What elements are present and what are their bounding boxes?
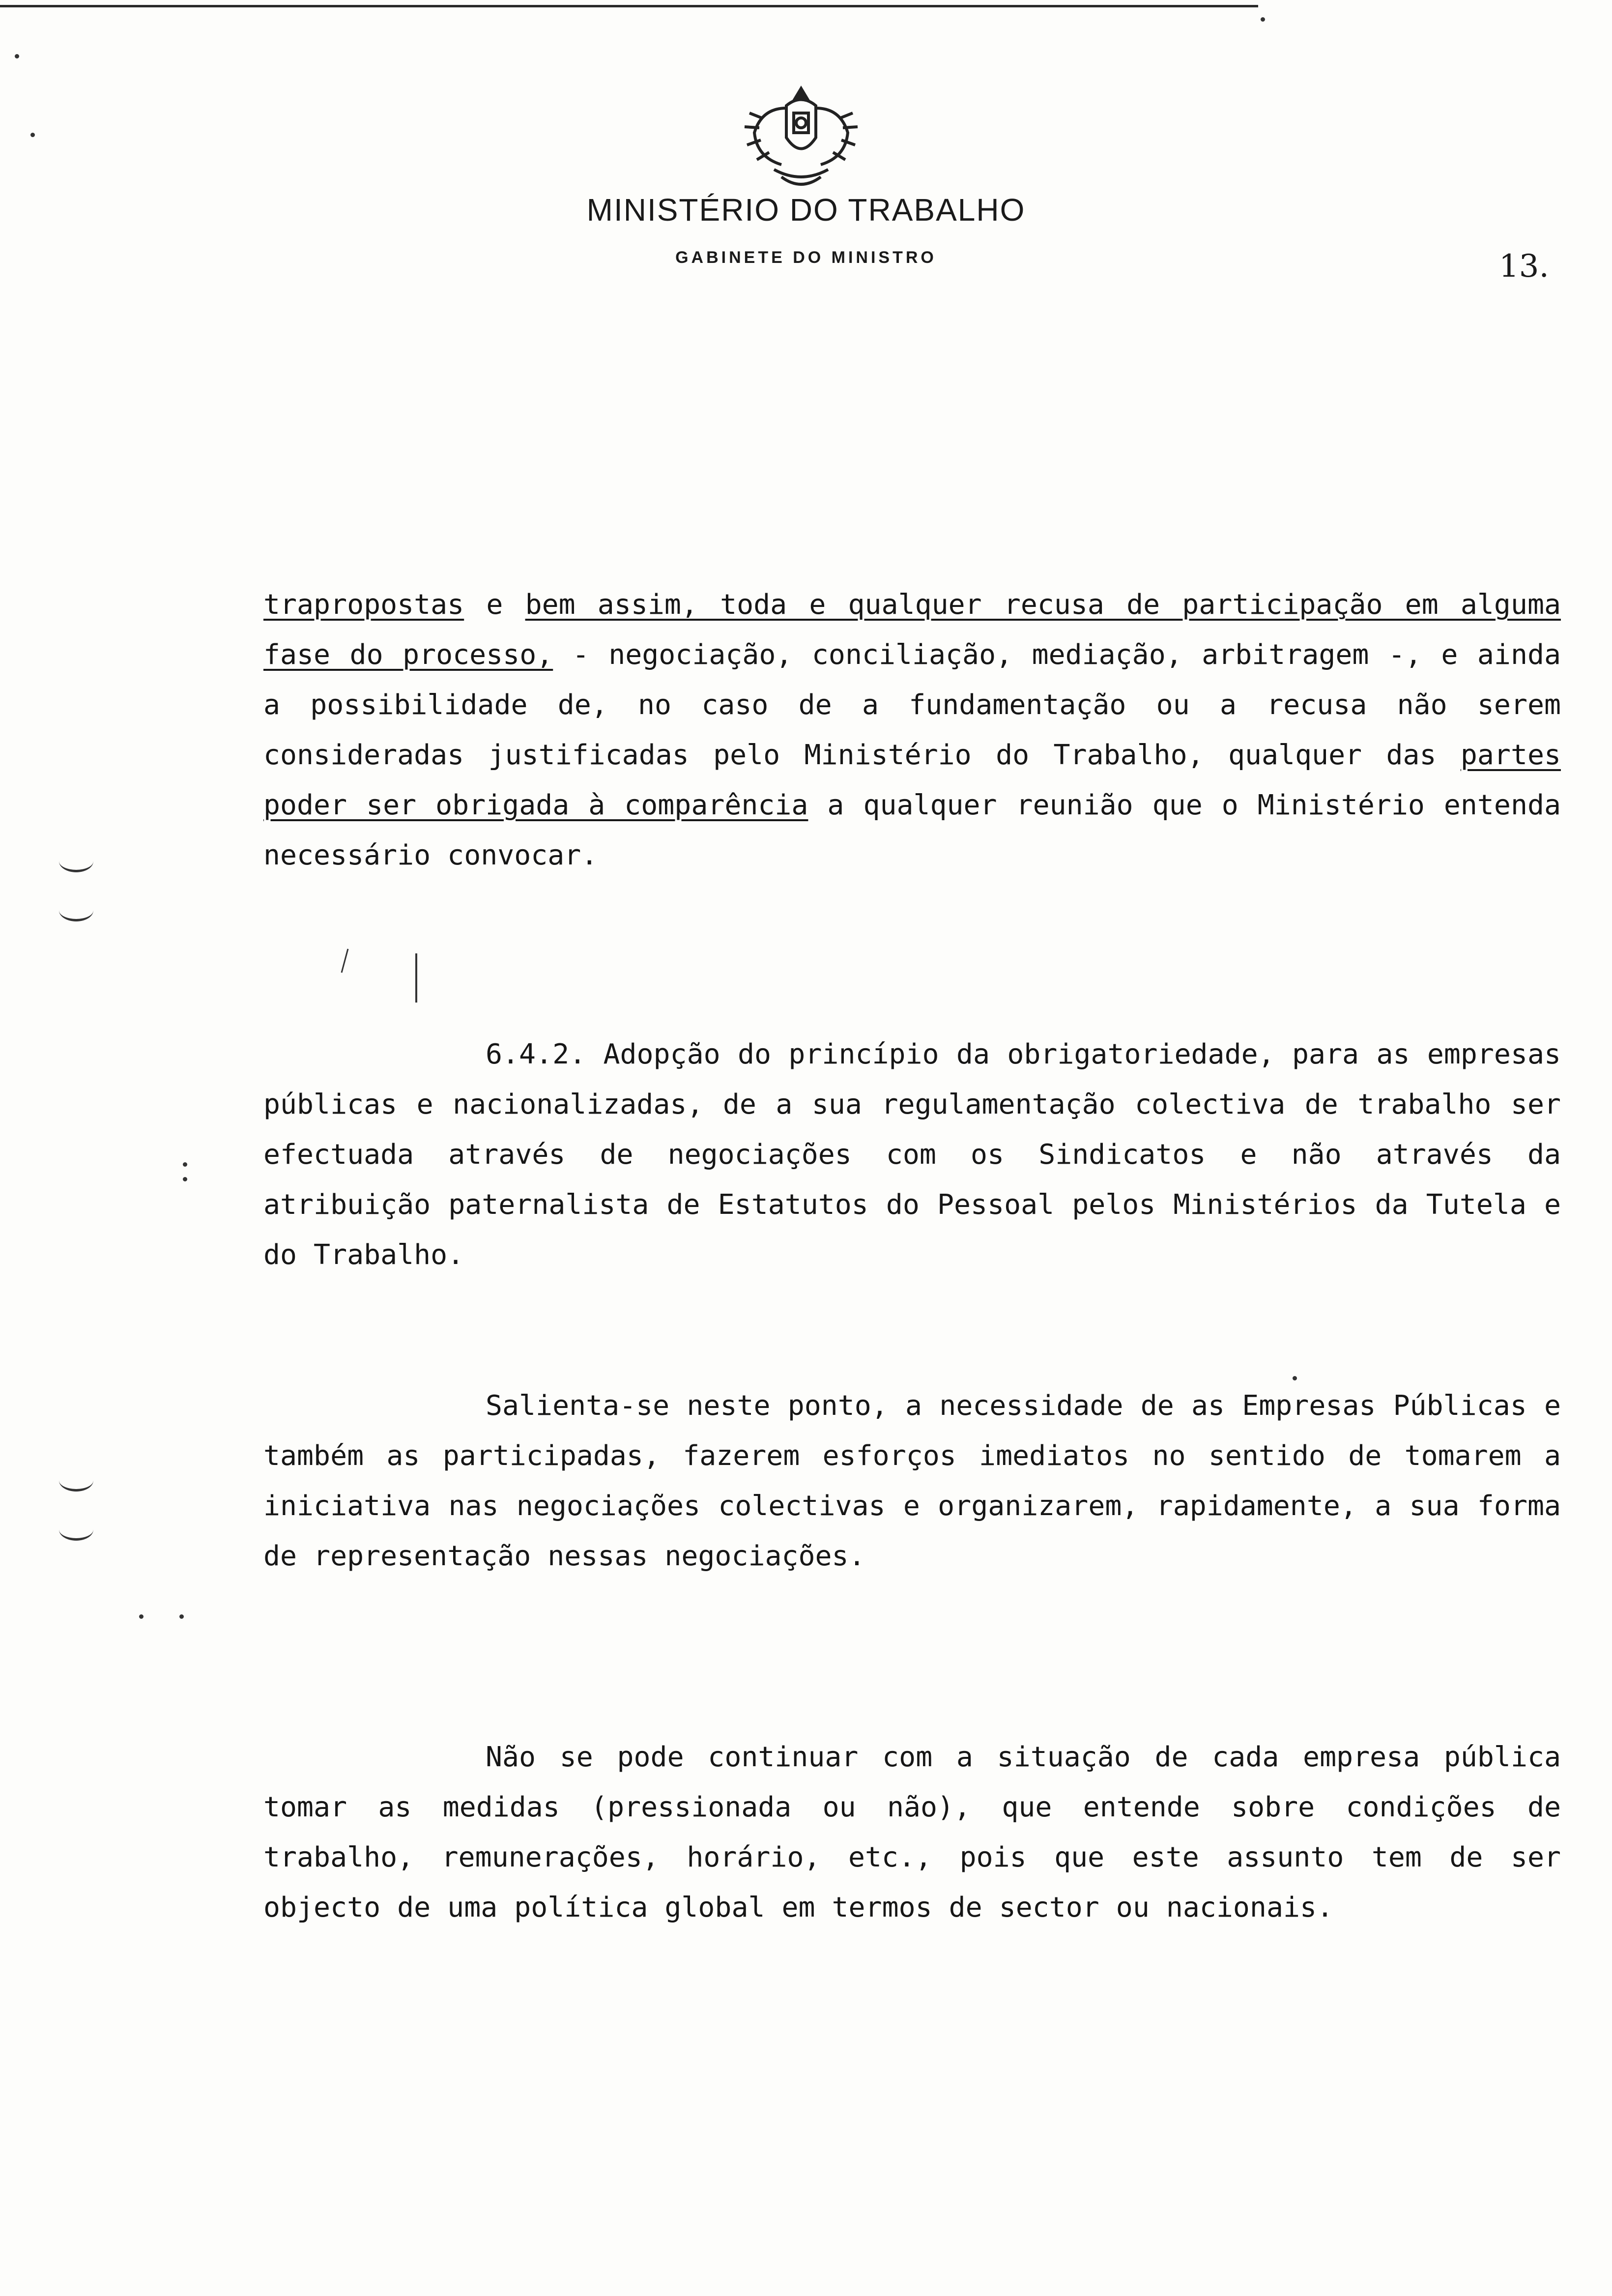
page-number: 13. [1499, 248, 1549, 285]
text-run: a qualquer reunião que o Ministério entenda necessário convocar. [263, 789, 1561, 871]
text-run: e [464, 589, 525, 621]
text-run: - negociação, conciliação, mediação, arbitragem -, e ainda a possibilidade de, no caso de a fundamentação ou a recusa não serem consideradas justificadas pelo Ministério do Trabalho, qualquer das [263, 639, 1561, 771]
cabinet-subtitle: GABINETE DO MINISTRO [675, 248, 937, 267]
paragraph-4-text: Não se pode continuar com a situação de cada empresa pública tomar as medidas (pressionada ou não), que entende sobre condições de trabalho, remunerações, horário, etc., pois que este assunto tem de ser objecto de uma política global em termos de sector ou nacionais. [263, 1741, 1561, 1923]
speck [1261, 17, 1265, 22]
underlined-text: partes poder ser obrigada à comparência [263, 739, 1561, 821]
top-border-line [0, 5, 1258, 7]
paragraph-4 [263, 1732, 1561, 1933]
punch-hole-mark [59, 899, 93, 921]
coat-of-arms-emblem [727, 79, 875, 197]
speck [1293, 1376, 1297, 1380]
paragraph-2-text: 6.4.2. Adopção do princípio da obrigatoriedade, para as empresas públicas e nacionalizadas, de a sua regulamentação colectiva de trabalho ser efectuada através de negociações com os Sindicatos e não através da atribuição paternalista de Estatutos do Pessoal pelos Ministérios da Tutela e do Trabalho. [263, 1038, 1561, 1271]
paragraph-1 [263, 580, 1561, 881]
speck [183, 1177, 187, 1181]
underlined-text: trapropostas [263, 589, 464, 621]
margin-stroke [341, 948, 349, 973]
ministry-title: MINISTÉRIO DO TRABALHO [586, 192, 1026, 228]
paragraph-3-text: Salienta-se neste ponto, a necessidade de as Empresas Públicas e também as participadas, fazerem esforços imediatos no sentido de tomarem a iniciativa nas negociações colectivas e organizarem, rapidamente, a sua forma de representação nessas negociações. [263, 1390, 1561, 1572]
speck [15, 54, 19, 58]
speck [139, 1614, 144, 1619]
paragraph-2 [263, 1030, 1561, 1280]
speck [183, 1162, 187, 1167]
paragraph-3 [263, 1381, 1561, 1581]
punch-hole-mark [59, 1519, 93, 1541]
speck [30, 133, 35, 137]
punch-hole-mark [59, 1469, 93, 1492]
speck [179, 1614, 184, 1619]
margin-stroke [415, 953, 417, 1003]
underlined-text: bem assim, toda e qualquer recusa de participação em alguma fase do processo, [263, 589, 1561, 671]
punch-hole-mark [59, 850, 93, 872]
